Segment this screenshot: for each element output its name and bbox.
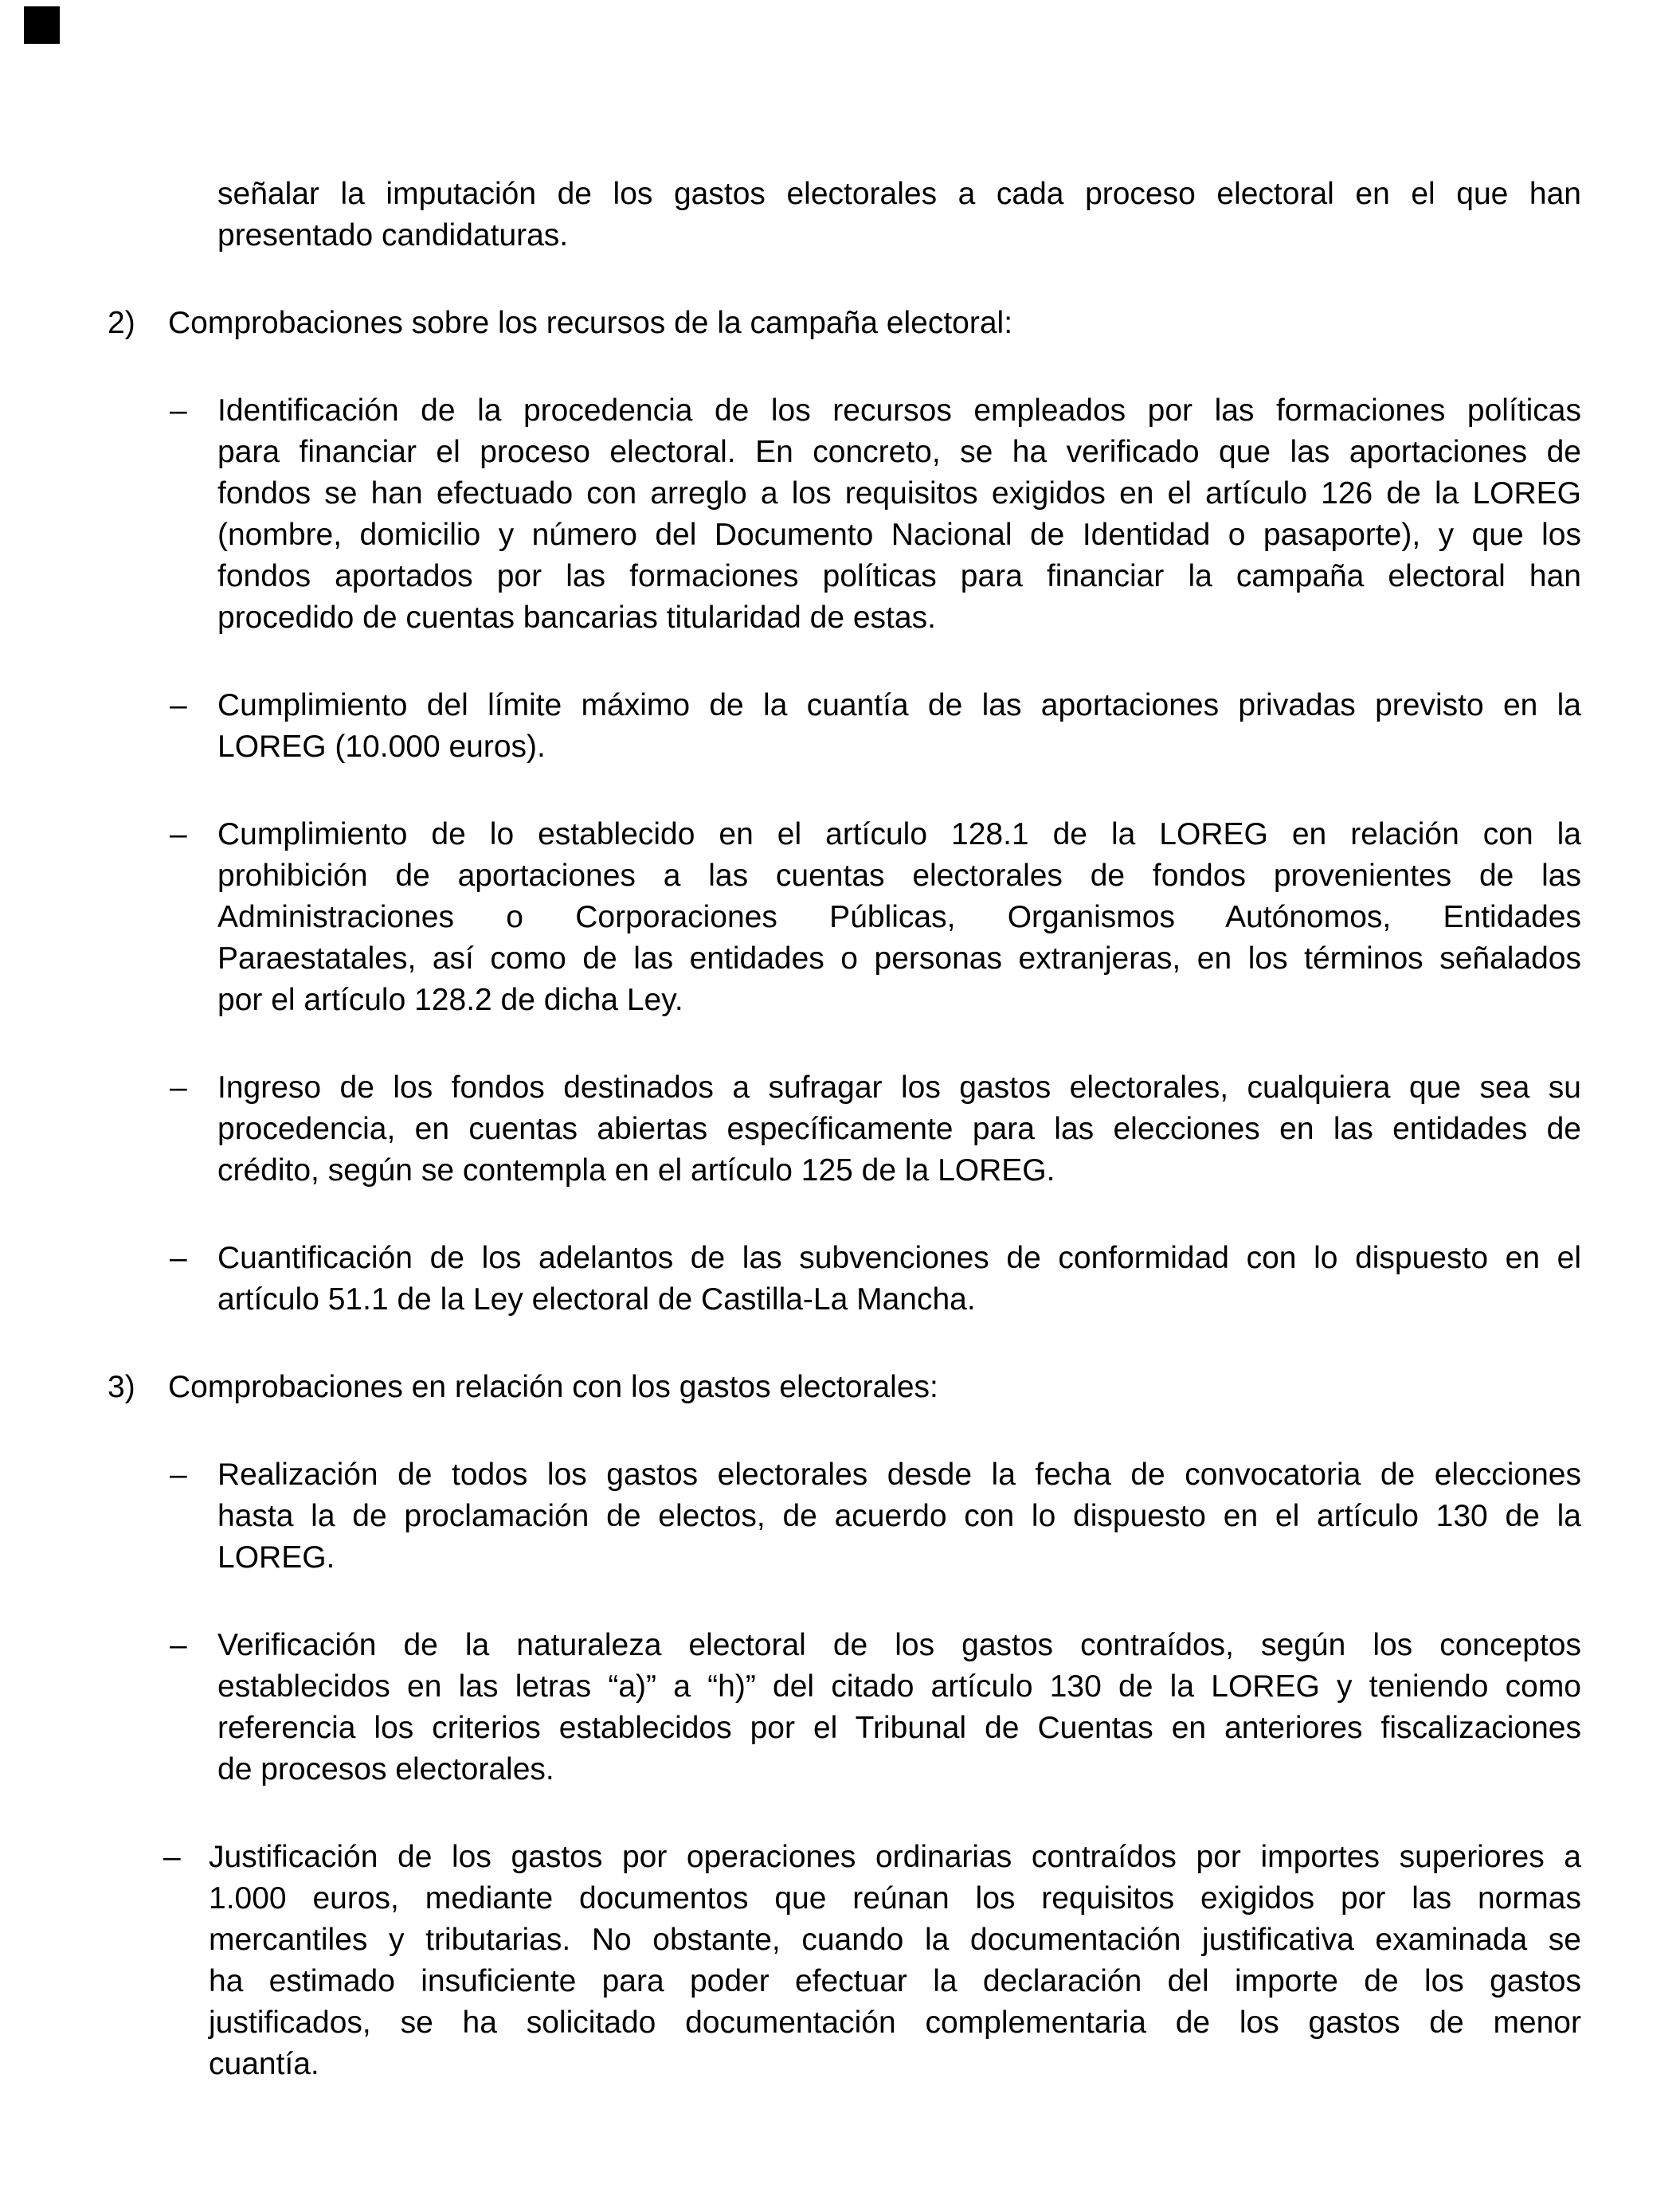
text-lines xyxy=(217,814,1581,1021)
text-line: Cuantificación de los adelantos de las subvenciones de conformidad con lo dispuesto en el xyxy=(217,1241,1581,1275)
text-lines xyxy=(209,1837,1581,2085)
text-line: fondos se han efectuado con arreglo a los requisitos exigidos en el artículo 126 de la LOREG xyxy=(217,476,1581,511)
list-number: 2) xyxy=(108,306,135,340)
bullet-item xyxy=(108,390,1581,639)
scan-artifact-mark xyxy=(24,6,60,44)
text-lines xyxy=(168,303,1581,344)
text-line: Comprobaciones en relación con los gastos electorales: xyxy=(168,1370,938,1404)
text-line: Justificación de los gastos por operaciones ordinarias contraídos por importes superiores a xyxy=(209,1840,1581,1874)
bullet-dash: – xyxy=(170,817,187,851)
bullet-dash: – xyxy=(170,1458,187,1492)
numbered-heading xyxy=(108,1367,1581,1408)
text-line: para financiar el proceso electoral. En concreto, se ha verificado que las aportaciones de xyxy=(217,435,1581,469)
text-line: referencia los criterios establecidos por el Tribunal de Cuentas en anteriores fiscalizaciones xyxy=(217,1711,1581,1745)
text-line: Ingreso de los fondos destinados a sufragar los gastos electorales, cualquiera que sea su xyxy=(217,1070,1581,1105)
text-lines xyxy=(217,174,1581,256)
bullet-item xyxy=(108,1238,1581,1321)
text-lines xyxy=(217,685,1581,768)
text-line: LOREG (10.000 euros). xyxy=(217,730,546,764)
text-line: prohibición de aportaciones a las cuentas electorales de fondos provenientes de las xyxy=(217,859,1581,893)
bullet-item xyxy=(108,1454,1581,1579)
text-line: Identificación de la procedencia de los recursos empleados por las formaciones políticas xyxy=(217,393,1581,428)
text-lines xyxy=(217,1067,1581,1192)
list-number: 3) xyxy=(108,1370,135,1404)
text-lines xyxy=(217,1238,1581,1321)
text-lines xyxy=(168,1367,1581,1408)
text-lines xyxy=(217,1454,1581,1579)
text-lines xyxy=(217,390,1581,639)
document-content xyxy=(108,174,1581,2085)
text-line: (nombre, domicilio y número del Documento Nacional de Identidad o pasaporte), y que los xyxy=(217,518,1581,552)
text-line: por el artículo 128.2 de dicha Ley. xyxy=(217,983,683,1017)
text-line: fondos aportados por las formaciones políticas para financiar la campaña electoral han xyxy=(217,559,1581,593)
text-line: cuantía. xyxy=(209,2047,319,2081)
text-line: Cumplimiento del límite máximo de la cuantía de las aportaciones privadas previsto en la xyxy=(217,688,1581,722)
text-line: justificados, se ha solicitado documentación complementaria de los gastos de menor xyxy=(209,2006,1581,2040)
text-line: crédito, según se contempla en el artículo 125 de la LOREG. xyxy=(217,1153,1055,1188)
text-line: ha estimado insuficiente para poder efectuar la declaración del importe de los gastos xyxy=(209,1964,1581,1998)
bullet-dash: – xyxy=(170,688,187,722)
text-line: Administraciones o Corporaciones Públicas, Organismos Autónomos, Entidades xyxy=(217,900,1581,934)
text-line: presentado candidaturas. xyxy=(217,218,569,252)
text-line: artículo 51.1 de la Ley electoral de Castilla-La Mancha. xyxy=(217,1282,976,1317)
bullet-item xyxy=(108,1625,1581,1790)
bullet-item xyxy=(108,1837,1581,2085)
text-line: hasta la de proclamación de electos, de acuerdo con lo dispuesto en el artículo 130 de la xyxy=(217,1499,1581,1533)
text-line: establecidos en las letras “a)” a “h)” del citado artículo 130 de la LOREG y teniendo como xyxy=(217,1669,1581,1704)
text-line: Realización de todos los gastos electorales desde la fecha de convocatoria de elecciones xyxy=(217,1458,1581,1492)
text-line: señalar la imputación de los gastos electorales a cada proceso electoral en el que han xyxy=(217,177,1581,211)
bullet-dash: – xyxy=(170,1241,187,1275)
bullet-item xyxy=(108,685,1581,768)
numbered-heading xyxy=(108,303,1581,344)
bullet-dash: – xyxy=(163,1840,181,1874)
text-line: Comprobaciones sobre los recursos de la campaña electoral: xyxy=(168,306,1013,340)
text-line: Cumplimiento de lo establecido en el artículo 128.1 de la LOREG en relación con la xyxy=(217,817,1581,851)
text-line: de procesos electorales. xyxy=(217,1752,554,1786)
text-line: 1.000 euros, mediante documentos que reúnan los requisitos exigidos por las normas xyxy=(209,1881,1581,1916)
bullet-item xyxy=(108,814,1581,1021)
paragraph xyxy=(108,174,1581,256)
text-line: Verificación de la naturaleza electoral de los gastos contraídos, según los conceptos xyxy=(217,1628,1581,1662)
bullet-item xyxy=(108,1067,1581,1192)
text-line: procedido de cuentas bancarias titularidad de estas. xyxy=(217,601,936,635)
text-lines xyxy=(217,1625,1581,1790)
text-line: Paraestatales, así como de las entidades o personas extranjeras, en los términos señalados xyxy=(217,941,1581,976)
text-line: procedencia, en cuentas abiertas específicamente para las elecciones en las entidades de xyxy=(217,1112,1581,1146)
bullet-dash: – xyxy=(170,1070,187,1105)
text-line: mercantiles y tributarias. No obstante, cuando la documentación justificativa examinada se xyxy=(209,1923,1581,1957)
bullet-dash: – xyxy=(170,393,187,428)
bullet-dash: – xyxy=(170,1628,187,1662)
text-line: LOREG. xyxy=(217,1540,335,1575)
